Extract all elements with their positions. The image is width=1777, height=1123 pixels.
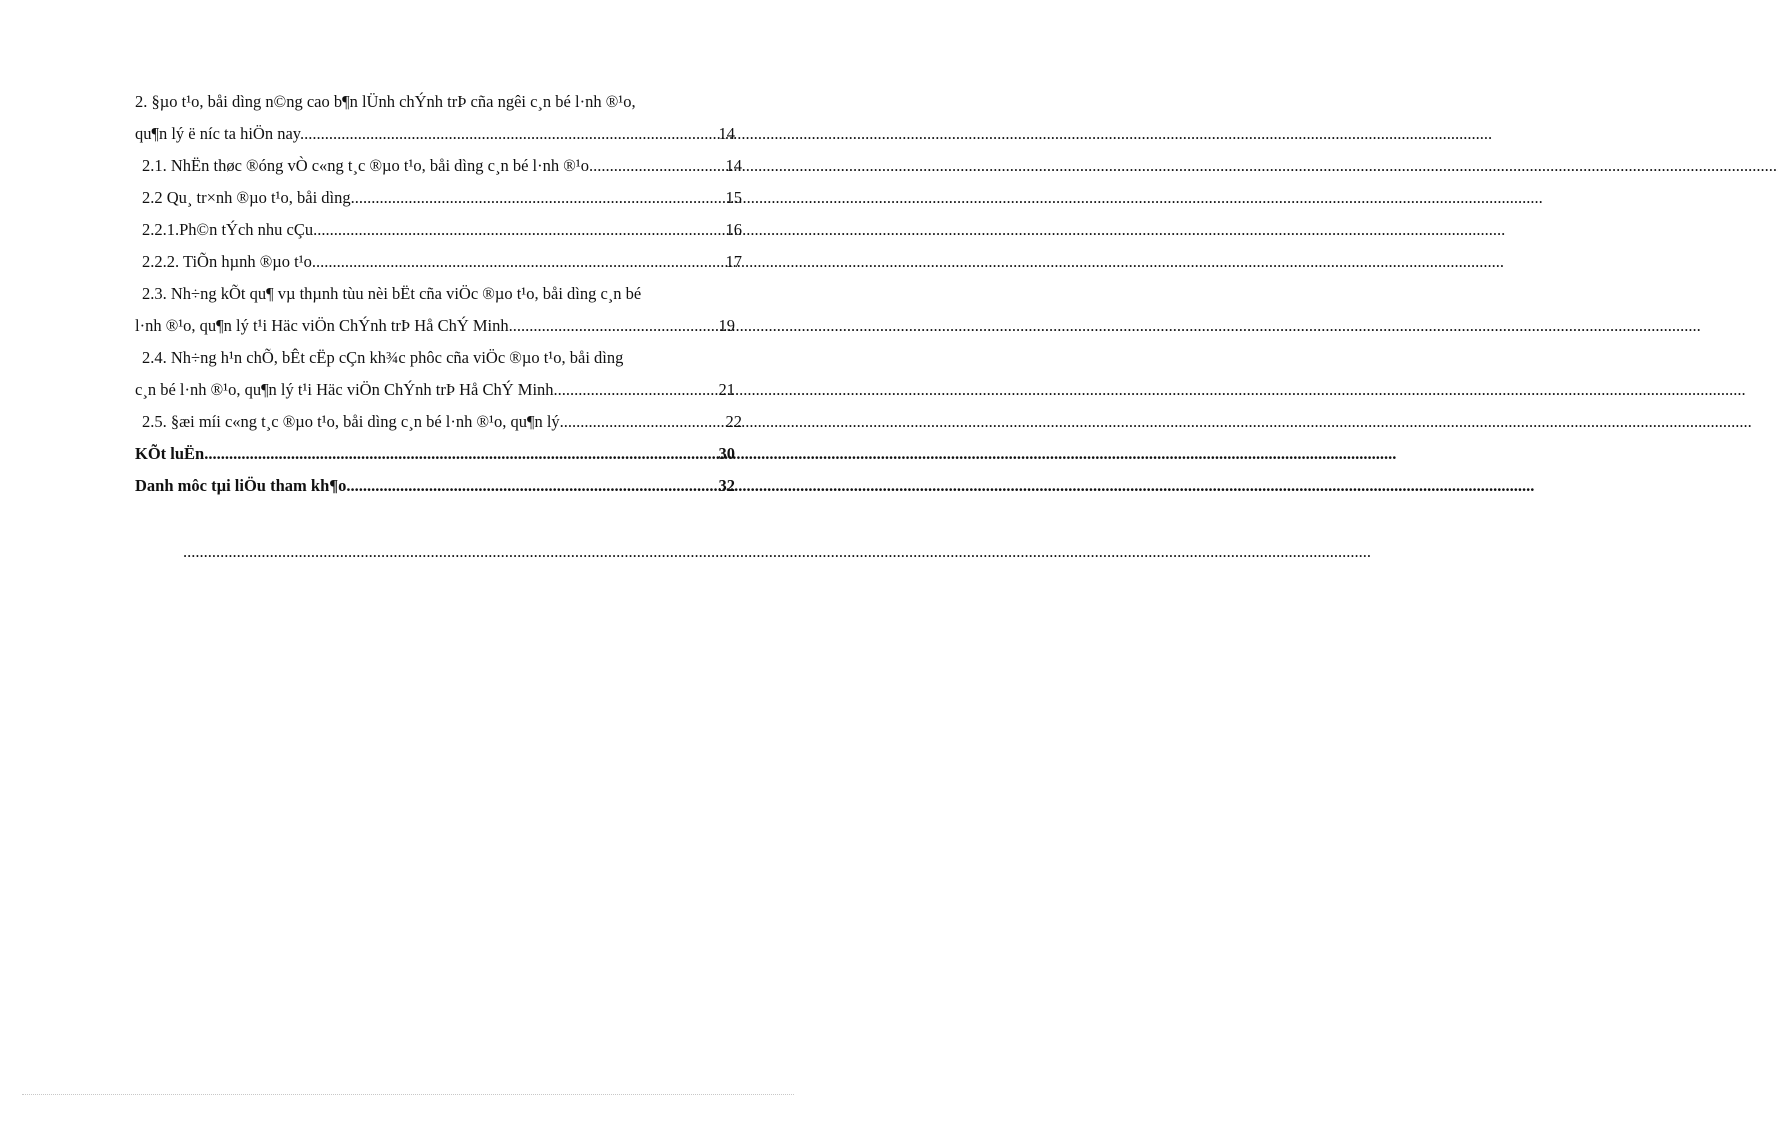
- toc-entry-2-2-page: 15: [725, 188, 742, 207]
- toc-entry-2-3-page: 19: [718, 316, 735, 335]
- toc-entry-conclusion: [135, 444, 735, 464]
- toc-entry-2-2-1-page: 16: [725, 220, 742, 239]
- toc-entry-2-1-page: 14: [725, 156, 742, 175]
- dot-leader: [316, 252, 725, 272]
- toc-entry-2-4-line2: [135, 380, 735, 400]
- dot-leader: [208, 444, 718, 464]
- toc-entry-2-2-text: 2.2 Qu¸ tr×nh ®µo t¹o, båi dìng.: [142, 188, 355, 207]
- dot-leader: [355, 188, 726, 208]
- dot-leader: [304, 124, 718, 144]
- dot-leader: [183, 542, 735, 562]
- toc-entry-2-2-2: [135, 252, 742, 272]
- page-bottom-dotted-rule: [22, 1094, 794, 1095]
- toc-entry-2-1: [135, 156, 742, 176]
- toc-entry-2-2-2-text: 2.2.2. TiÕn hµnh ®µo t¹o.: [142, 252, 317, 271]
- toc-entry-2-3-text-line2: l·nh ®¹o, qu¶n lý t¹i Häc viÖn ChÝnh trÞ Hå ChÝ Minh.: [135, 316, 513, 335]
- toc-entry-references-page: 32: [718, 476, 735, 495]
- toc-entry-2-text-line2: qu¶n lý ë níc ta hiÖn nay.: [135, 124, 305, 143]
- toc-entry-2-4-text-line2: c¸n bé l·nh ®¹o, qu¶n lý t¹i Häc viÖn ChÝnh trÞ Hå ChÝ Minh.: [135, 380, 558, 399]
- toc-entry-2-4-text-line1: 2.4. Nh÷ng h¹n chÕ, bÊt cËp cÇn kh¾c phôc cña viÖc ®µo t¹o, båi dìng: [142, 348, 624, 367]
- toc-entry-references-text: Danh môc tµi liÖu tham kh¶o: [135, 476, 347, 495]
- dot-leader: [317, 220, 725, 240]
- dot-leader: [589, 156, 726, 176]
- toc-entry-2-3-line2: [135, 316, 735, 336]
- document-page: [0, 0, 816, 1123]
- toc-entry-2-2-1-text: 2.2.1.Ph©n tÝch nhu cÇu.: [142, 220, 318, 239]
- dot-leader: [346, 476, 718, 496]
- toc-entry-2-3-line1: [135, 284, 742, 304]
- toc-entry-2-5: [135, 412, 742, 432]
- toc-entry-references: [135, 476, 735, 496]
- toc-entry-2-5-page: 22: [725, 412, 742, 431]
- toc-entry-2-page: 14: [718, 124, 735, 143]
- toc-entry-2-5-text: 2.5. §æi míi c«ng t¸c ®µo t¹o, båi dìng c¸n bé l·nh ®¹o, qu¶n lý.: [142, 412, 564, 431]
- trailing-dot-leader-line: [183, 542, 735, 562]
- toc-entry-conclusion-page: 30: [718, 444, 735, 463]
- toc-entry-2-2: [135, 188, 742, 208]
- toc-entry-2-2-1: [135, 220, 742, 240]
- toc-entry-2-4-line1: [135, 348, 742, 368]
- toc-entry-2-text-line1: 2. §µo t¹o, båi dìng n©ng cao b¶n lÜnh chÝnh trÞ cña ngêi c¸n bé l·nh ®¹o,: [135, 92, 636, 111]
- toc-entry-2-4-page: 21: [718, 380, 735, 399]
- toc-entry-2-2-2-page: 17: [725, 252, 742, 271]
- dot-leader: [558, 380, 719, 400]
- dot-leader: [564, 412, 726, 432]
- dot-leader: [513, 316, 719, 336]
- toc-entry-2-3-text-line1: 2.3. Nh÷ng kÕt qu¶ vµ thµnh tùu nèi bËt cña viÖc ®µo t¹o, båi dìng c¸n bé: [142, 284, 642, 303]
- toc-entry-conclusion-text: KÕt luËn.: [135, 444, 209, 463]
- toc-entry-2-line2: [135, 124, 735, 144]
- toc-entry-2-line1: [135, 92, 735, 112]
- toc-entry-2-1-text: 2.1. NhËn thøc ®óng vÒ c«ng t¸c ®µo t¹o, båi dìng c¸n bé l·nh ®¹o: [142, 156, 589, 175]
